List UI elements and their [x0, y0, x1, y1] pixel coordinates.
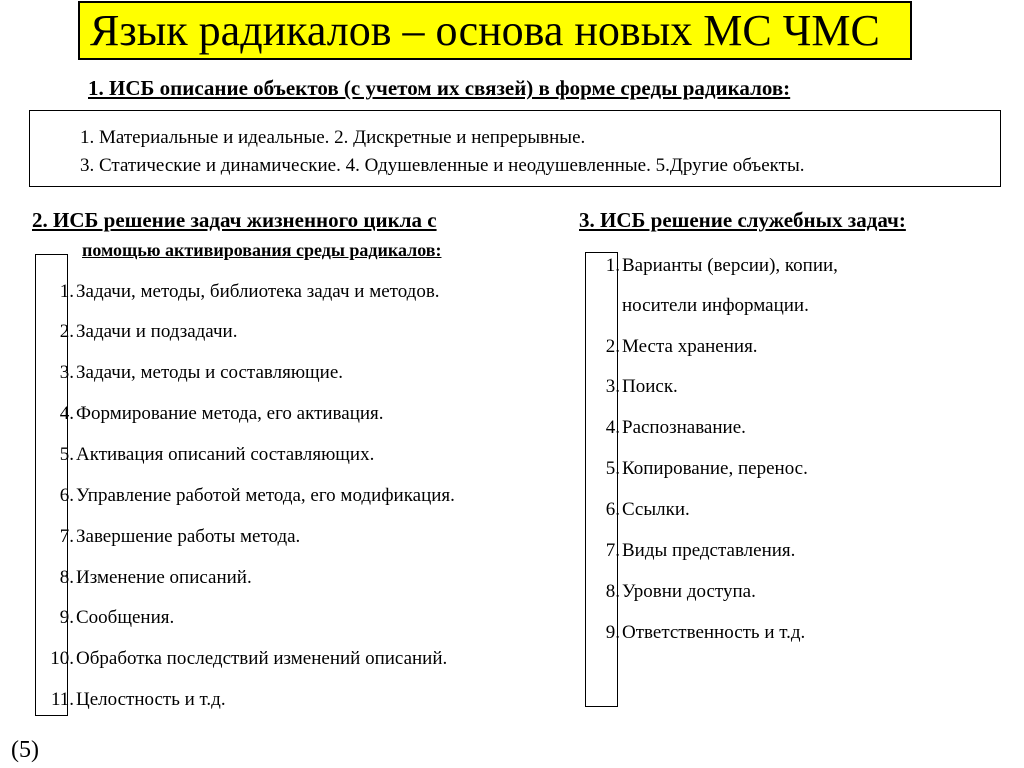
list-item-number: 7. [59, 526, 74, 547]
list-item-text: Формирование метода, его активация. [76, 403, 384, 424]
list-item-text: носители информации. [622, 295, 809, 316]
section-1-line-1: 1. Материальные и идеальные. 2. Дискретные и непрерывные. [80, 127, 586, 148]
list-item-number: 6. [605, 499, 620, 520]
section-2-subheading: помощью активирования среды радикалов: [82, 240, 442, 260]
list-item-text: Сообщения. [76, 607, 175, 628]
section-1-heading: 1. ИСБ описание объектов (с учетом их связей) в форме среды радикалов: [88, 76, 791, 100]
list-item-number: 9. [605, 622, 620, 643]
list-item-number: 10. [50, 648, 74, 669]
list-item-text: Распознавание. [622, 417, 746, 438]
list-item-text: Управление работой метода, его модификация. [76, 485, 455, 506]
list-item-number: 4. [59, 403, 74, 424]
list-item-number: 9. [59, 607, 74, 628]
section-1-line-2: 3. Статические и динамические. 4. Одушевленные и неодушевленные. 5.Другие объекты. [80, 155, 805, 176]
list-item-number: 3. [59, 362, 74, 383]
section-2-heading: 2. ИСБ решение задач жизненного цикла с [32, 208, 437, 232]
list-item-text: Ссылки. [622, 499, 690, 520]
list-item-number: 7. [605, 540, 620, 561]
list-item-text: Целостность и т.д. [76, 689, 226, 710]
list-item-text: Копирование, перенос. [622, 458, 808, 479]
list-item-text: Задачи, методы и составляющие. [76, 362, 344, 383]
list-item-number: 8. [605, 581, 620, 602]
list-item-number: 6. [59, 485, 74, 506]
list-item-number: 5. [605, 458, 620, 479]
list-item-number: 4. [605, 417, 620, 438]
list-item-text: Поиск. [622, 376, 678, 397]
list-item-number: 3. [605, 376, 620, 397]
list-item-number: 1. [59, 281, 74, 302]
list-item-number: 11. [50, 689, 74, 710]
list-item-number: 1. [605, 255, 620, 276]
list-item-text: Изменение описаний. [76, 567, 252, 588]
list-item-text: Задачи и подзадачи. [76, 321, 238, 342]
list-item-number: 5. [59, 444, 74, 465]
list-item-text: Активация описаний составляющих. [76, 444, 375, 465]
list-item-text: Уровни доступа. [622, 581, 756, 602]
slide-title: Язык радикалов – основа новых МС ЧМС [90, 6, 880, 55]
slide-title-box [78, 1, 912, 60]
list-item-text: Завершение работы метода. [76, 526, 301, 547]
list-item-number: 2. [605, 336, 620, 357]
list-item-number: 2. [59, 321, 74, 342]
list-item-text: Виды представления. [622, 540, 796, 561]
list-item-number: 8. [59, 567, 74, 588]
list-item-text: Ответственность и т.д. [622, 622, 806, 643]
section-3-heading: 3. ИСБ решение служебных задач: [579, 208, 906, 232]
list-item-text: Варианты (версии), копии, [622, 255, 838, 276]
list-item-text: Места хранения. [622, 336, 758, 357]
list-item-text: Обработка последствий изменений описаний. [76, 648, 448, 669]
page-number: (5) [11, 737, 39, 763]
list-item-text: Задачи, методы, библиотека задач и методов. [76, 281, 440, 302]
section-1-description-box [29, 110, 1001, 187]
